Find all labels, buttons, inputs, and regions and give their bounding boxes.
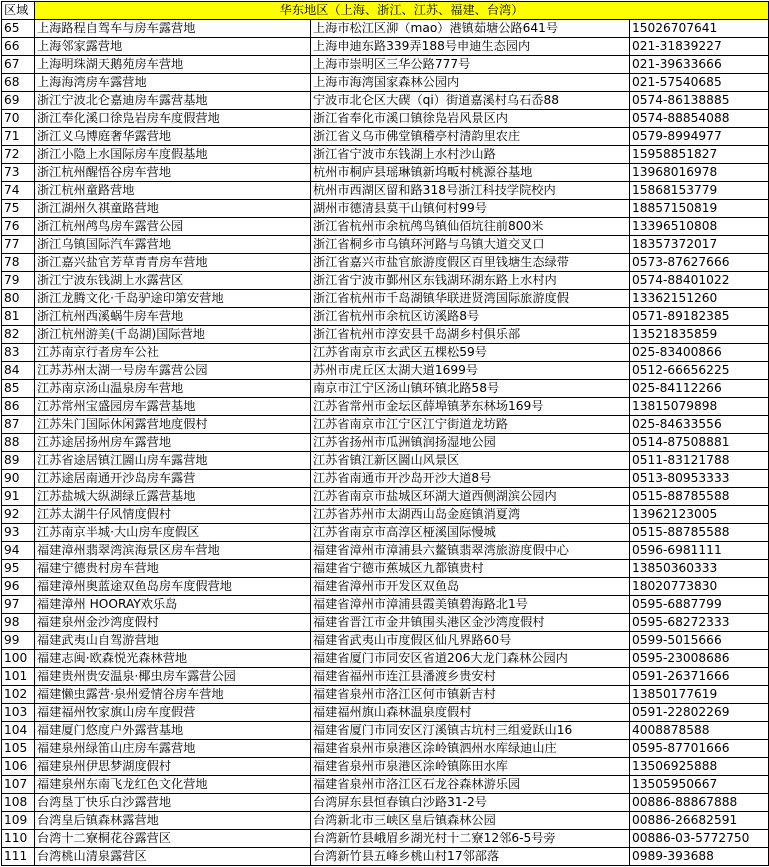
campsite-name: 台湾垦丁快乐白沙露营地 [35, 794, 311, 812]
campsite-address: 台湾新北市三峡区皇后镇森林公园 [311, 812, 630, 830]
campsite-phone: 15958851827 [630, 146, 769, 164]
campsite-phone: 13505950667 [630, 776, 769, 794]
campsite-address: 上海申迪东路339弄188号申迪生态园内 [311, 38, 630, 56]
table-row [2, 38, 769, 56]
campsite-name: 浙江龙腾文化·千岛驴途印第安营地 [35, 290, 311, 308]
table-row [2, 740, 769, 758]
row-number: 94 [2, 542, 35, 560]
campsite-phone: 0511-83121788 [630, 452, 769, 470]
row-number: 68 [2, 74, 35, 92]
campsite-name: 浙江奉化溪口徐凫岩房车度假营地 [35, 110, 311, 128]
table-row [2, 596, 769, 614]
table-row [2, 362, 769, 380]
campsite-address: 上海市松江区泖（mao）港镇茹塘公路641号 [311, 20, 630, 38]
campsite-address: 福建省宁德市蕉城区九都镇贵村 [311, 560, 630, 578]
table-row [2, 542, 769, 560]
table-row [2, 506, 769, 524]
campsite-phone: 025-84633556 [630, 416, 769, 434]
campsite-phone: 025-83400866 [630, 344, 769, 362]
campsite-address: 上海市崇明区三华公路777号 [311, 56, 630, 74]
row-number: 106 [2, 758, 35, 776]
table-row [2, 272, 769, 290]
campsite-name: 浙江杭州游美(千岛湖)国际营地 [35, 326, 311, 344]
table-row [2, 758, 769, 776]
table-row [2, 704, 769, 722]
table-row [2, 164, 769, 182]
campsite-name: 江苏常州宝盛园房车露营基地 [35, 398, 311, 416]
campsite-phone: 13850177619 [630, 686, 769, 704]
campsite-address: 浙江省杭州市淳安县千岛湖乡村俱乐部 [311, 326, 630, 344]
campsite-address: 浙江省奉化市溪口镇徐凫岩风景区内 [311, 110, 630, 128]
table-row [2, 668, 769, 686]
campsite-address: 福建省漳州市漳浦县六鳌镇翡翠湾旅游度假中心 [311, 542, 630, 560]
table-row [2, 560, 769, 578]
table-row [2, 146, 769, 164]
campsite-phone: 15868153779 [630, 182, 769, 200]
row-number: 65 [2, 20, 35, 38]
campsite-phone: 0599-5015666 [630, 632, 769, 650]
campsite-address: 福建省泉州市泉港区涂岭镇陈田水库 [311, 758, 630, 776]
campsite-address: 浙江省宁波市东钱湖上水村沙山路 [311, 146, 630, 164]
table-row [2, 776, 769, 794]
campsite-name: 浙江杭州童路营地 [35, 182, 311, 200]
row-number: 98 [2, 614, 35, 632]
table-row [2, 488, 769, 506]
row-number: 80 [2, 290, 35, 308]
row-number: 90 [2, 470, 35, 488]
campsite-address: 浙江省桐乡市乌镇环河路与乌镇大道交叉口 [311, 236, 630, 254]
campsite-name: 浙江宁波北仑嘉迪房车露营基地 [35, 92, 311, 110]
table-row [2, 326, 769, 344]
campsite-name: 江苏南京汤山温泉房车营地 [35, 380, 311, 398]
campsite-address: 杭州市桐庐县瑶琳镇新坞畈村桃源谷基地 [311, 164, 630, 182]
campsite-address: 台湾新竹县五峰乡桃山村17邻部落 [311, 848, 630, 866]
campsite-phone: 18020773830 [630, 578, 769, 596]
campsite-phone: 0596-6981111 [630, 542, 769, 560]
table-row [2, 182, 769, 200]
table-row [2, 470, 769, 488]
campsite-address: 福建福州旗山森林温泉度假村 [311, 704, 630, 722]
campsite-name: 福建懒虫露营·泉州爱情谷房车营地 [35, 686, 311, 704]
row-number: 70 [2, 110, 35, 128]
row-number: 85 [2, 380, 35, 398]
table-row [2, 614, 769, 632]
campsite-name: 福建志闽·欧森悦光森林营地 [35, 650, 311, 668]
campsite-phone: 0573-87627666 [630, 254, 769, 272]
table-row [2, 434, 769, 452]
row-number: 89 [2, 452, 35, 470]
campsite-name: 福建泉州东南飞龙红色文化营地 [35, 776, 311, 794]
campsite-address: 江苏省南京市盐城区环湖大道西侧湖滨公园内 [311, 488, 630, 506]
campsite-phone: 0595-6887799 [630, 596, 769, 614]
campsite-address: 苏州市虎丘区太湖大道1699号 [311, 362, 630, 380]
campsite-phone: 13962123005 [630, 506, 769, 524]
campsite-phone: 13396510808 [630, 218, 769, 236]
campsite-name: 台湾桃山清泉露营区 [35, 848, 311, 866]
row-number: 87 [2, 416, 35, 434]
campsite-name: 福建泉州绿笛山庄房车露营地 [35, 740, 311, 758]
campsite-phone: 0579-8994977 [630, 128, 769, 146]
campsite-address: 杭州市西湖区留和路318号浙江科技学院校内 [311, 182, 630, 200]
row-number: 81 [2, 308, 35, 326]
campsite-address: 福建省厦门市同安区汀溪镇古坑村三组爱跃山16 [311, 722, 630, 740]
campsite-phone: 18357372017 [630, 236, 769, 254]
campsite-phone: 13815079898 [630, 398, 769, 416]
campsite-name: 福建厦门悠度户外露营基地 [35, 722, 311, 740]
campsite-address: 福建省泉州市泉港区涂岭镇泗州水库绿迪山庄 [311, 740, 630, 758]
campsite-phone: 0514-87508881 [630, 434, 769, 452]
campsite-phone: 021-31839227 [630, 38, 769, 56]
campsite-address: 浙江省宁波市鄞州区东钱湖环湖东路上水村内 [311, 272, 630, 290]
row-number: 72 [2, 146, 35, 164]
row-number: 107 [2, 776, 35, 794]
table-row [2, 848, 769, 866]
row-number: 66 [2, 38, 35, 56]
campsite-phone: 13850360333 [630, 560, 769, 578]
table-row [2, 92, 769, 110]
campsite-address: 福建省漳州市漳浦县霞美镇碧海路北1号 [311, 596, 630, 614]
table-row [2, 218, 769, 236]
campsite-address: 江苏省镇江新区圌山风景区 [311, 452, 630, 470]
campsite-name: 浙江杭州醒悟谷房车营地 [35, 164, 311, 182]
campsite-name: 台湾皇后镇森林露营地 [35, 812, 311, 830]
campsite-address: 福建省泉州市洛江区何市镇新吉村 [311, 686, 630, 704]
campsite-name: 福建漳州奥蓝途双鱼岛房车度假营地 [35, 578, 311, 596]
region-title: 华东地区（上海、浙江、江苏、福建、台湾） [35, 2, 769, 20]
table-row [2, 308, 769, 326]
row-number: 93 [2, 524, 35, 542]
campsite-name: 福建泉州伊思梦湖度假村 [35, 758, 311, 776]
table-row [2, 812, 769, 830]
campsite-name: 江苏南京半城·大山房车度假区 [35, 524, 311, 542]
row-number: 74 [2, 182, 35, 200]
row-number: 79 [2, 272, 35, 290]
campsite-table [1, 1, 769, 866]
campsite-name: 上海海湾房车露营地 [35, 74, 311, 92]
campsite-name: 浙江湖州久祺童路营地 [35, 200, 311, 218]
campsite-address: 浙江省杭州市余杭鸬鸟镇仙佰坑往前800米 [311, 218, 630, 236]
campsite-address: 浙江省嘉兴市盐官旅游度假区百里钱塘生态绿带 [311, 254, 630, 272]
campsite-address: 台湾新竹县峨眉乡湖光村十二寮12邻6-5号旁 [311, 830, 630, 848]
row-number: 111 [2, 848, 35, 866]
campsite-phone: 0574-86138885 [630, 92, 769, 110]
campsite-name: 浙江乌镇国际汽车露营地 [35, 236, 311, 254]
table-row [2, 290, 769, 308]
table-row [2, 380, 769, 398]
campsite-name: 福建武夷山自驾游营地 [35, 632, 311, 650]
campsite-address: 江苏省扬州市瓜洲镇润扬湿地公园 [311, 434, 630, 452]
row-number: 88 [2, 434, 35, 452]
region-header: 区域 [2, 2, 35, 20]
campsite-address: 宁波市北仑区大碶（qi）街道嘉溪村乌石岙88 [311, 92, 630, 110]
campsite-name: 上海明珠湖天鹅苑房车营地 [35, 56, 311, 74]
campsite-phone: 00886-26682591 [630, 812, 769, 830]
row-number: 67 [2, 56, 35, 74]
campsite-address: 浙江省义乌市佛堂镇稽亭村清韵里农庄 [311, 128, 630, 146]
campsite-name: 江苏太湖牛仔风情度假村 [35, 506, 311, 524]
campsite-name: 江苏朱门国际休闲露营地度假村 [35, 416, 311, 434]
row-number: 102 [2, 686, 35, 704]
campsite-phone: 0595-68272333 [630, 614, 769, 632]
campsite-name: 江苏南京行者房车公社 [35, 344, 311, 362]
campsite-name: 上海邻家露营地 [35, 38, 311, 56]
table-row [2, 254, 769, 272]
campsite-name: 浙江小隐上水国际房车度假基地 [35, 146, 311, 164]
campsite-phone: 0591-26371666 [630, 668, 769, 686]
row-number: 83 [2, 344, 35, 362]
campsite-phone: 0989-393688 [630, 848, 769, 866]
campsite-name: 台湾十二寮桐花谷露营区 [35, 830, 311, 848]
table-row [2, 794, 769, 812]
campsite-address: 福建省武夷山市度假区仙凡界路60号 [311, 632, 630, 650]
campsite-phone: 021-57540685 [630, 74, 769, 92]
row-number: 99 [2, 632, 35, 650]
campsite-address: 浙江省杭州市余杭区访溪路8号 [311, 308, 630, 326]
row-number: 103 [2, 704, 35, 722]
campsite-address: 江苏省南京市高淳区桠溪国际慢城 [311, 524, 630, 542]
campsite-address: 台湾屏东县恒春镇白沙路31-2号 [311, 794, 630, 812]
campsite-name: 福建宁德贵村房车营地 [35, 560, 311, 578]
row-number: 77 [2, 236, 35, 254]
row-number: 110 [2, 830, 35, 848]
row-number: 95 [2, 560, 35, 578]
row-number: 71 [2, 128, 35, 146]
row-number: 101 [2, 668, 35, 686]
row-number: 91 [2, 488, 35, 506]
campsite-phone: 18857150819 [630, 200, 769, 218]
table-row [2, 632, 769, 650]
campsite-phone: 0512-66656225 [630, 362, 769, 380]
campsite-name: 江苏途居南通开沙岛房车露营 [35, 470, 311, 488]
campsite-name: 浙江义乌博庭奢华露营地 [35, 128, 311, 146]
campsite-address: 福建省泉州市洛江区石龙谷森林游乐园 [311, 776, 630, 794]
table-row [2, 398, 769, 416]
campsite-name: 福建漳州 HOORAY欢乐岛 [35, 596, 311, 614]
campsite-address: 江苏省常州市金坛区薛埠镇茅东林场169号 [311, 398, 630, 416]
campsite-phone: 0515-88785588 [630, 524, 769, 542]
table-row [2, 110, 769, 128]
row-number: 73 [2, 164, 35, 182]
campsite-phone: 13521835859 [630, 326, 769, 344]
row-number: 78 [2, 254, 35, 272]
campsite-name: 浙江宁波东钱湖上水露营区 [35, 272, 311, 290]
campsite-address: 南京市江宁区汤山镇环镇北路58号 [311, 380, 630, 398]
table-row [2, 344, 769, 362]
row-number: 109 [2, 812, 35, 830]
campsite-name: 福建漳州翡翠湾滨海景区房车营地 [35, 542, 311, 560]
campsite-phone: 00886-03-5772750 [630, 830, 769, 848]
campsite-phone: 0513-80953333 [630, 470, 769, 488]
campsite-address: 福建省厦门市同安区省道206大龙门森林公园内 [311, 650, 630, 668]
table-row [2, 20, 769, 38]
campsite-phone: 0574-88854088 [630, 110, 769, 128]
campsite-address: 江苏省苏州市太湖西山岛金庭镇消夏湾 [311, 506, 630, 524]
row-number: 69 [2, 92, 35, 110]
campsite-phone: 0515-88785588 [630, 488, 769, 506]
campsite-name: 江苏省途居镇江圌山房车露营地 [35, 452, 311, 470]
campsite-phone: 13968016978 [630, 164, 769, 182]
table-body [2, 20, 769, 866]
campsite-phone: 0595-87701666 [630, 740, 769, 758]
campsite-phone: 13506925888 [630, 758, 769, 776]
row-number: 96 [2, 578, 35, 596]
table-row [2, 200, 769, 218]
campsite-phone: 0571-89182385 [630, 308, 769, 326]
campsite-name: 江苏盐城大纵湖绿丘露营基地 [35, 488, 311, 506]
campsite-phone: 4008878588 [630, 722, 769, 740]
campsite-address: 福建省漳州市开发区双鱼岛 [311, 578, 630, 596]
campsite-name: 浙江杭州鸬鸟房车露营公园 [35, 218, 311, 236]
campsite-address: 福建省福州市连江县潘渡乡贵安村 [311, 668, 630, 686]
table-row [2, 56, 769, 74]
table-row [2, 686, 769, 704]
campsite-phone: 0574-88401022 [630, 272, 769, 290]
campsite-address: 湖州市德清县莫干山镇何村99号 [311, 200, 630, 218]
table-row [2, 524, 769, 542]
campsite-address: 浙江省杭州市千岛湖镇华联进贤湾国际旅游度假 [311, 290, 630, 308]
campsite-address: 江苏省南京市玄武区五棵松59号 [311, 344, 630, 362]
campsite-phone: 025-84112266 [630, 380, 769, 398]
row-number: 108 [2, 794, 35, 812]
table-row [2, 416, 769, 434]
row-number: 75 [2, 200, 35, 218]
table-row [2, 452, 769, 470]
row-number: 104 [2, 722, 35, 740]
campsite-phone: 0591-22802269 [630, 704, 769, 722]
row-number: 100 [2, 650, 35, 668]
table-row [2, 650, 769, 668]
row-number: 82 [2, 326, 35, 344]
campsite-name: 福建贵州贵安温泉·椰虫房车露营公园 [35, 668, 311, 686]
row-number: 76 [2, 218, 35, 236]
campsite-address: 江苏省南京市江宁区江宁街道龙坊路 [311, 416, 630, 434]
campsite-address: 上海市海湾国家森林公园内 [311, 74, 630, 92]
campsite-phone: 021-39633666 [630, 56, 769, 74]
campsite-phone: 13362151260 [630, 290, 769, 308]
campsite-address: 福建省晋江市金井镇围头港区金沙湾度假村 [311, 614, 630, 632]
row-number: 92 [2, 506, 35, 524]
campsite-phone: 00886-88867888 [630, 794, 769, 812]
table-row [2, 74, 769, 92]
table-row [2, 830, 769, 848]
table-row [2, 128, 769, 146]
campsite-address: 江苏省南通市开沙岛开沙大道8号 [311, 470, 630, 488]
campsite-name: 浙江杭州西溪蜗牛房车营地 [35, 308, 311, 326]
row-number: 97 [2, 596, 35, 614]
campsite-name: 江苏苏州太湖一号房车露营公园 [35, 362, 311, 380]
header-row [2, 2, 769, 20]
campsite-name: 江苏途居扬州房车露营地 [35, 434, 311, 452]
campsite-phone: 15026707641 [630, 20, 769, 38]
campsite-phone: 0595-23008686 [630, 650, 769, 668]
row-number: 105 [2, 740, 35, 758]
campsite-name: 浙江嘉兴盐官芳草青青房车营地 [35, 254, 311, 272]
row-number: 84 [2, 362, 35, 380]
campsite-name: 福建泉州金沙湾度假村 [35, 614, 311, 632]
campsite-name: 福建福州牧家旗山房车度假营 [35, 704, 311, 722]
table-row [2, 722, 769, 740]
campsite-name: 上海路程自驾车与房车露营地 [35, 20, 311, 38]
table-row [2, 236, 769, 254]
row-number: 86 [2, 398, 35, 416]
table-row [2, 578, 769, 596]
